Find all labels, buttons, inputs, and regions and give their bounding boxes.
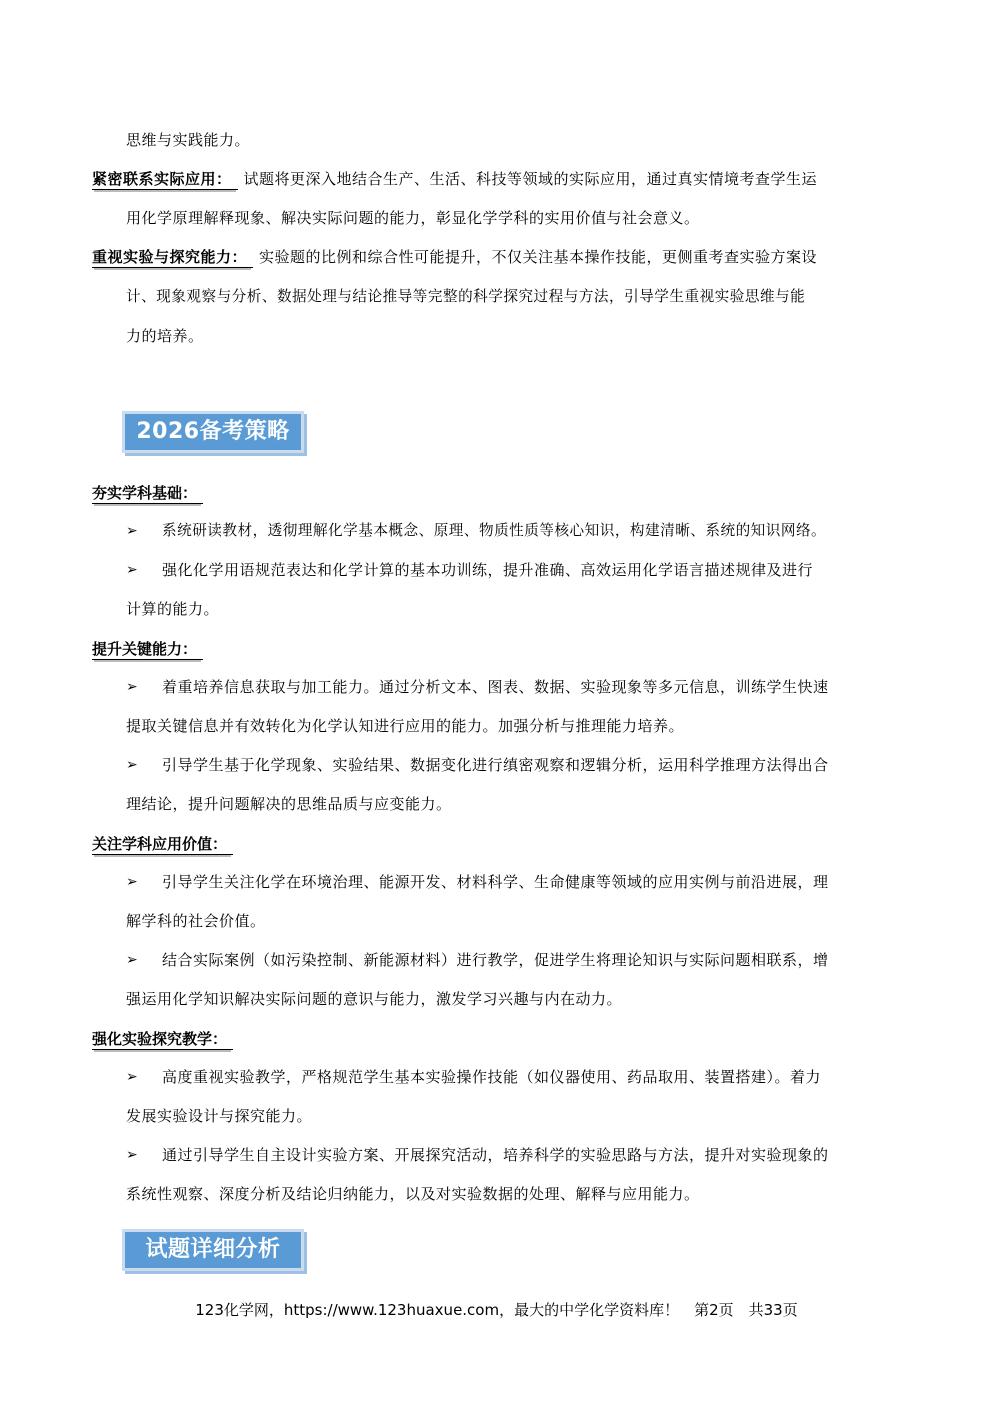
strategy-text: 发展实验设计与探究能力。	[126, 1107, 313, 1125]
intro-line: 思维与实践能力。	[126, 131, 251, 149]
strategy-heading-application: 关注学科应用价值：	[92, 834, 233, 855]
strategy-heading-key-ability: 提升关键能力：	[92, 639, 203, 660]
strategy-text: 通过引导学生自主设计实验方案、开展探究活动，培养科学的实验思路与方法，提升对实验现象的	[162, 1146, 829, 1164]
experiment-text-line3: 力的培养。	[126, 327, 204, 345]
strategy-text: 强化化学用语规范表达和化学计算的基本功训练，提升准确、高效运用化学语言描述规律及进行	[162, 561, 814, 579]
section-banner-analysis: 试题详细分析	[122, 1229, 304, 1271]
experiment-text: 实验题的比例和综合性可能提升，不仅关注基本操作技能，更侧重考查实验方案设	[259, 248, 818, 266]
application-text: 试题将更深入地结合生产、生活、科技等领域的实际应用，通过真实情境考查学生运	[243, 170, 818, 188]
strategy-text: 计算的能力。	[126, 600, 220, 618]
experiment-heading: 重视实验与探究能力：	[92, 248, 253, 268]
bullet-arrow-icon: ➢	[126, 952, 138, 968]
strategy-heading-experiment: 强化实验探究教学：	[92, 1029, 233, 1050]
strategy-heading-foundation: 夯实学科基础：	[92, 483, 203, 504]
strategy-text: 引导学生基于化学现象、实验结果、数据变化进行缜密观察和逻辑分析，运用科学推理方法得出合	[162, 756, 829, 774]
bullet-arrow-icon: ➢	[126, 562, 138, 578]
experiment-text-line2: 计、现象观察与分析、数据处理与结论推导等完整的科学探究过程与方法，引导学生重视实验思维与能	[126, 288, 806, 305]
experiment-paragraph	[92, 247, 902, 267]
strategy-text: 引导学生关注化学在环境治理、能源开发、材料科学、生命健康等领域的应用实例与前沿进展，理	[162, 873, 829, 891]
section-banner-strategy: 2026备考策略	[122, 411, 304, 453]
strategy-text: 提取关键信息并有效转化为化学认知进行应用的能力。加强分析与推理能力培养。	[126, 717, 685, 735]
strategy-text: 强运用化学知识解决实际问题的意识与能力，激发学习兴趣与内在动力。	[126, 990, 623, 1008]
bullet-arrow-icon: ➢	[126, 757, 138, 773]
application-paragraph	[92, 169, 902, 189]
strategy-text: 理结论，提升问题解决的思维品质与应变能力。	[126, 795, 452, 813]
strategy-text: 着重培养信息获取与加工能力。通过分析文本、图表、数据、实验现象等多元信息，训练学生快速	[162, 678, 829, 696]
strategy-text: 高度重视实验教学，严格规范学生基本实验操作技能（如仪器使用、药品取用、装置搭建）。着力	[162, 1068, 822, 1086]
bullet-arrow-icon: ➢	[126, 1147, 138, 1163]
bullet-arrow-icon: ➢	[126, 679, 138, 695]
bullet-arrow-icon: ➢	[126, 523, 138, 539]
page-footer: 123化学网，https://www.123huaxue.com，最大的中学化学资料库！ 第2页 共33页	[195, 1301, 798, 1319]
strategy-text: 系统研读教材，透彻理解化学基本概念、原理、物质性质等核心知识，构建清晰、系统的知识网络。	[162, 522, 827, 539]
strategy-text: 系统性观察、深度分析及结论归纳能力，以及对实验数据的处理、解释与应用能力。	[126, 1185, 700, 1203]
application-heading: 紧密联系实际应用：	[92, 170, 238, 190]
strategy-text: 结合实际案例（如污染控制、新能源材料）进行教学，促进学生将理论知识与实际问题相联系，增	[162, 951, 829, 969]
bullet-arrow-icon: ➢	[126, 874, 138, 890]
bullet-arrow-icon: ➢	[126, 1069, 138, 1085]
application-text-line2: 用化学原理解释现象、解决实际问题的能力，彰显化学学科的实用价值与社会意义。	[126, 209, 700, 227]
strategy-text: 解学科的社会价值。	[126, 912, 266, 930]
